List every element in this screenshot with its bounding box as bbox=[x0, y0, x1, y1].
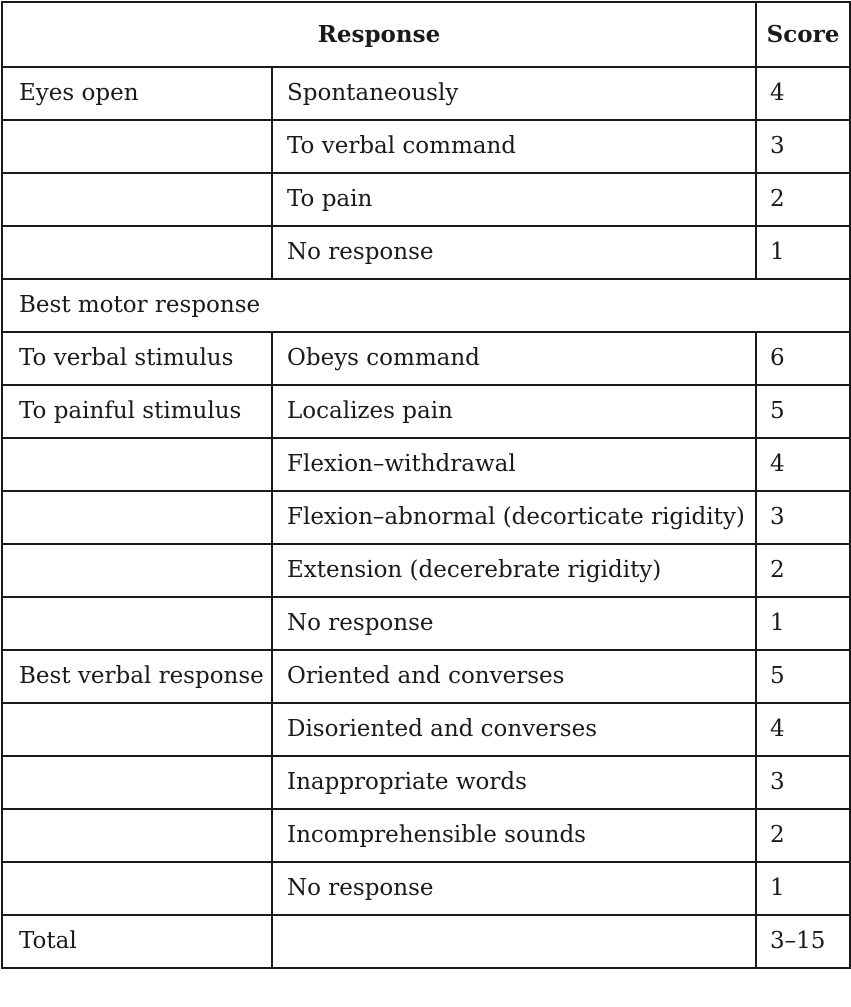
score-cell: 3 bbox=[756, 756, 850, 809]
response-cell: To verbal command bbox=[272, 120, 756, 173]
header-row bbox=[2, 2, 850, 67]
table-row bbox=[2, 597, 850, 650]
section-header-row bbox=[2, 279, 850, 332]
category-cell bbox=[2, 226, 272, 279]
category-cell bbox=[2, 438, 272, 491]
score-cell: 5 bbox=[756, 385, 850, 438]
table-row bbox=[2, 862, 850, 915]
category-cell bbox=[2, 597, 272, 650]
table-row bbox=[2, 385, 850, 438]
table-row bbox=[2, 809, 850, 862]
score-cell: 4 bbox=[756, 438, 850, 491]
response-column-header: Response bbox=[2, 2, 756, 67]
score-cell: 2 bbox=[756, 173, 850, 226]
score-cell: 2 bbox=[756, 809, 850, 862]
table-row bbox=[2, 67, 850, 120]
response-cell: No response bbox=[272, 862, 756, 915]
category-cell: Best verbal response bbox=[2, 650, 272, 703]
score-cell: 6 bbox=[756, 332, 850, 385]
response-cell: Flexion–abnormal (decorticate rigidity) bbox=[272, 491, 756, 544]
response-cell: No response bbox=[272, 597, 756, 650]
category-cell bbox=[2, 809, 272, 862]
score-cell: 3 bbox=[756, 491, 850, 544]
category-cell bbox=[2, 491, 272, 544]
response-cell: To pain bbox=[272, 173, 756, 226]
score-cell: 1 bbox=[756, 226, 850, 279]
score-cell: 4 bbox=[756, 67, 850, 120]
table-row bbox=[2, 756, 850, 809]
category-cell: Eyes open bbox=[2, 67, 272, 120]
response-cell: No response bbox=[272, 226, 756, 279]
table-row bbox=[2, 491, 850, 544]
category-cell bbox=[2, 703, 272, 756]
score-cell: 2 bbox=[756, 544, 850, 597]
table-row bbox=[2, 120, 850, 173]
response-cell: Inappropriate words bbox=[272, 756, 756, 809]
total-row bbox=[2, 915, 850, 968]
category-cell bbox=[2, 544, 272, 597]
total-response-cell bbox=[272, 915, 756, 968]
response-cell: Localizes pain bbox=[272, 385, 756, 438]
category-cell bbox=[2, 756, 272, 809]
score-cell: 1 bbox=[756, 862, 850, 915]
score-cell: 5 bbox=[756, 650, 850, 703]
table-row bbox=[2, 650, 850, 703]
response-cell: Spontaneously bbox=[272, 67, 756, 120]
score-column-header: Score bbox=[756, 2, 850, 67]
total-label: Total bbox=[2, 915, 272, 968]
category-cell: To verbal stimulus bbox=[2, 332, 272, 385]
total-score: 3–15 bbox=[756, 915, 850, 968]
score-cell: 4 bbox=[756, 703, 850, 756]
glasgow-coma-scale-table bbox=[1, 1, 851, 969]
table-row bbox=[2, 703, 850, 756]
response-cell: Extension (decerebrate rigidity) bbox=[272, 544, 756, 597]
score-cell: 1 bbox=[756, 597, 850, 650]
table-row bbox=[2, 332, 850, 385]
response-cell: Incomprehensible sounds bbox=[272, 809, 756, 862]
table-row bbox=[2, 173, 850, 226]
table-row bbox=[2, 544, 850, 597]
motor-section-label: Best motor response bbox=[2, 279, 850, 332]
category-cell bbox=[2, 862, 272, 915]
response-cell: Flexion–withdrawal bbox=[272, 438, 756, 491]
category-cell: To painful stimulus bbox=[2, 385, 272, 438]
category-cell bbox=[2, 120, 272, 173]
table-row bbox=[2, 226, 850, 279]
table-row bbox=[2, 438, 850, 491]
category-cell bbox=[2, 173, 272, 226]
response-cell: Disoriented and converses bbox=[272, 703, 756, 756]
response-cell: Obeys command bbox=[272, 332, 756, 385]
response-cell: Oriented and converses bbox=[272, 650, 756, 703]
score-cell: 3 bbox=[756, 120, 850, 173]
